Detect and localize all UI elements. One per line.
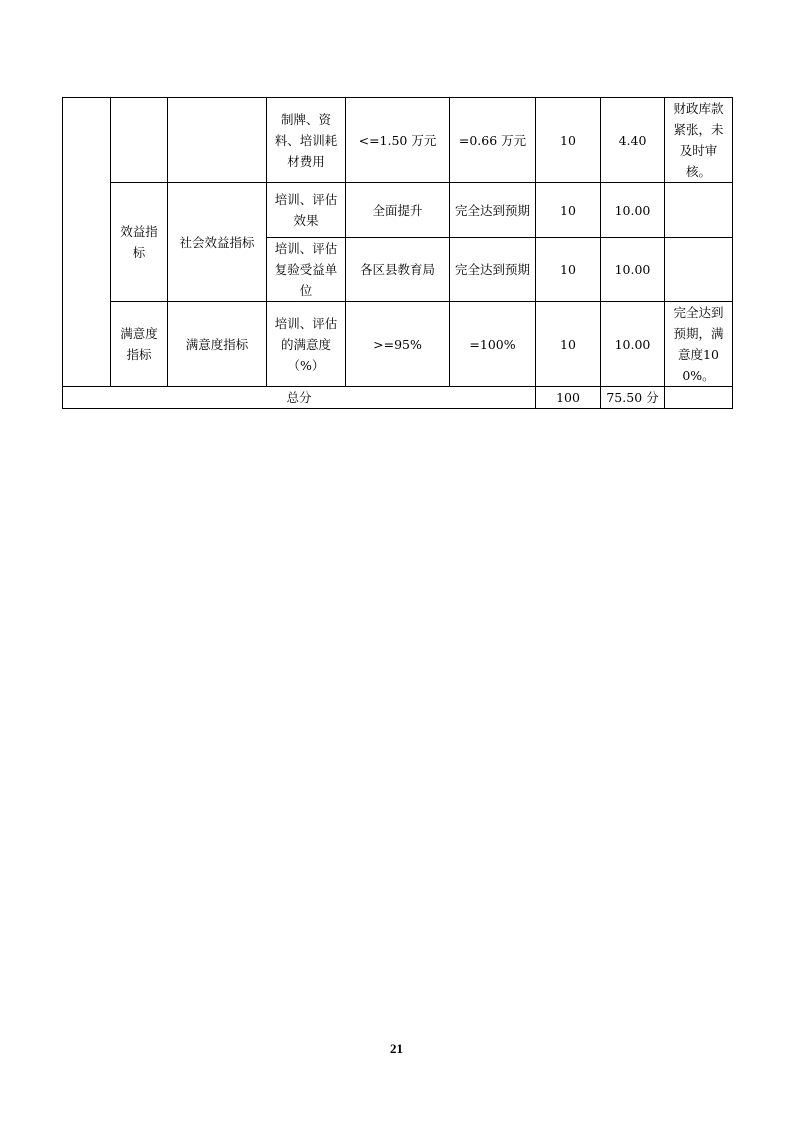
target-value: 各区县教育局 — [346, 238, 450, 302]
total-note — [665, 387, 733, 409]
weight-value: 10 — [536, 302, 601, 387]
deviation-note: 财政库款紧张，未及时审核。 — [665, 98, 733, 183]
deviation-note — [665, 238, 733, 302]
level2-cell — [168, 98, 267, 183]
total-row — [63, 387, 733, 409]
indicator-name: 培训、评估复验受益单位 — [267, 238, 346, 302]
indicator-name: 培训、评估的满意度（%） — [267, 302, 346, 387]
table-row — [63, 183, 733, 238]
page-number: 21 — [390, 1041, 403, 1056]
indicator-name: 培训、评估效果 — [267, 183, 346, 238]
actual-value: =100% — [450, 302, 536, 387]
level1-cell — [111, 98, 168, 183]
score-value: 4.40 — [601, 98, 665, 183]
weight-value: 10 — [536, 98, 601, 183]
weight-value: 10 — [536, 183, 601, 238]
deviation-note: 完全达到预期，满意度100%。 — [665, 302, 733, 387]
level2-cell: 社会效益指标 — [168, 183, 267, 302]
target-value: >=95% — [346, 302, 450, 387]
performance-table — [62, 97, 733, 409]
total-weight: 100 — [536, 387, 601, 409]
target-value: 全面提升 — [346, 183, 450, 238]
indicator-name: 制牌、资料、培训耗材费用 — [267, 98, 346, 183]
level1-cell: 满意度指标 — [111, 302, 168, 387]
total-label: 总分 — [63, 387, 536, 409]
actual-value: 完全达到预期 — [450, 183, 536, 238]
level2-cell: 满意度指标 — [168, 302, 267, 387]
deviation-note — [665, 183, 733, 238]
target-value: <=1.50 万元 — [346, 98, 450, 183]
score-value: 10.00 — [601, 183, 665, 238]
total-score: 75.50 分 — [601, 387, 665, 409]
actual-value: =0.66 万元 — [450, 98, 536, 183]
table-row — [63, 302, 733, 387]
actual-value: 完全达到预期 — [450, 238, 536, 302]
weight-value: 10 — [536, 238, 601, 302]
score-value: 10.00 — [601, 238, 665, 302]
category-cell — [63, 98, 111, 387]
table-row — [63, 98, 733, 183]
score-value: 10.00 — [601, 302, 665, 387]
level1-cell: 效益指标 — [111, 183, 168, 302]
